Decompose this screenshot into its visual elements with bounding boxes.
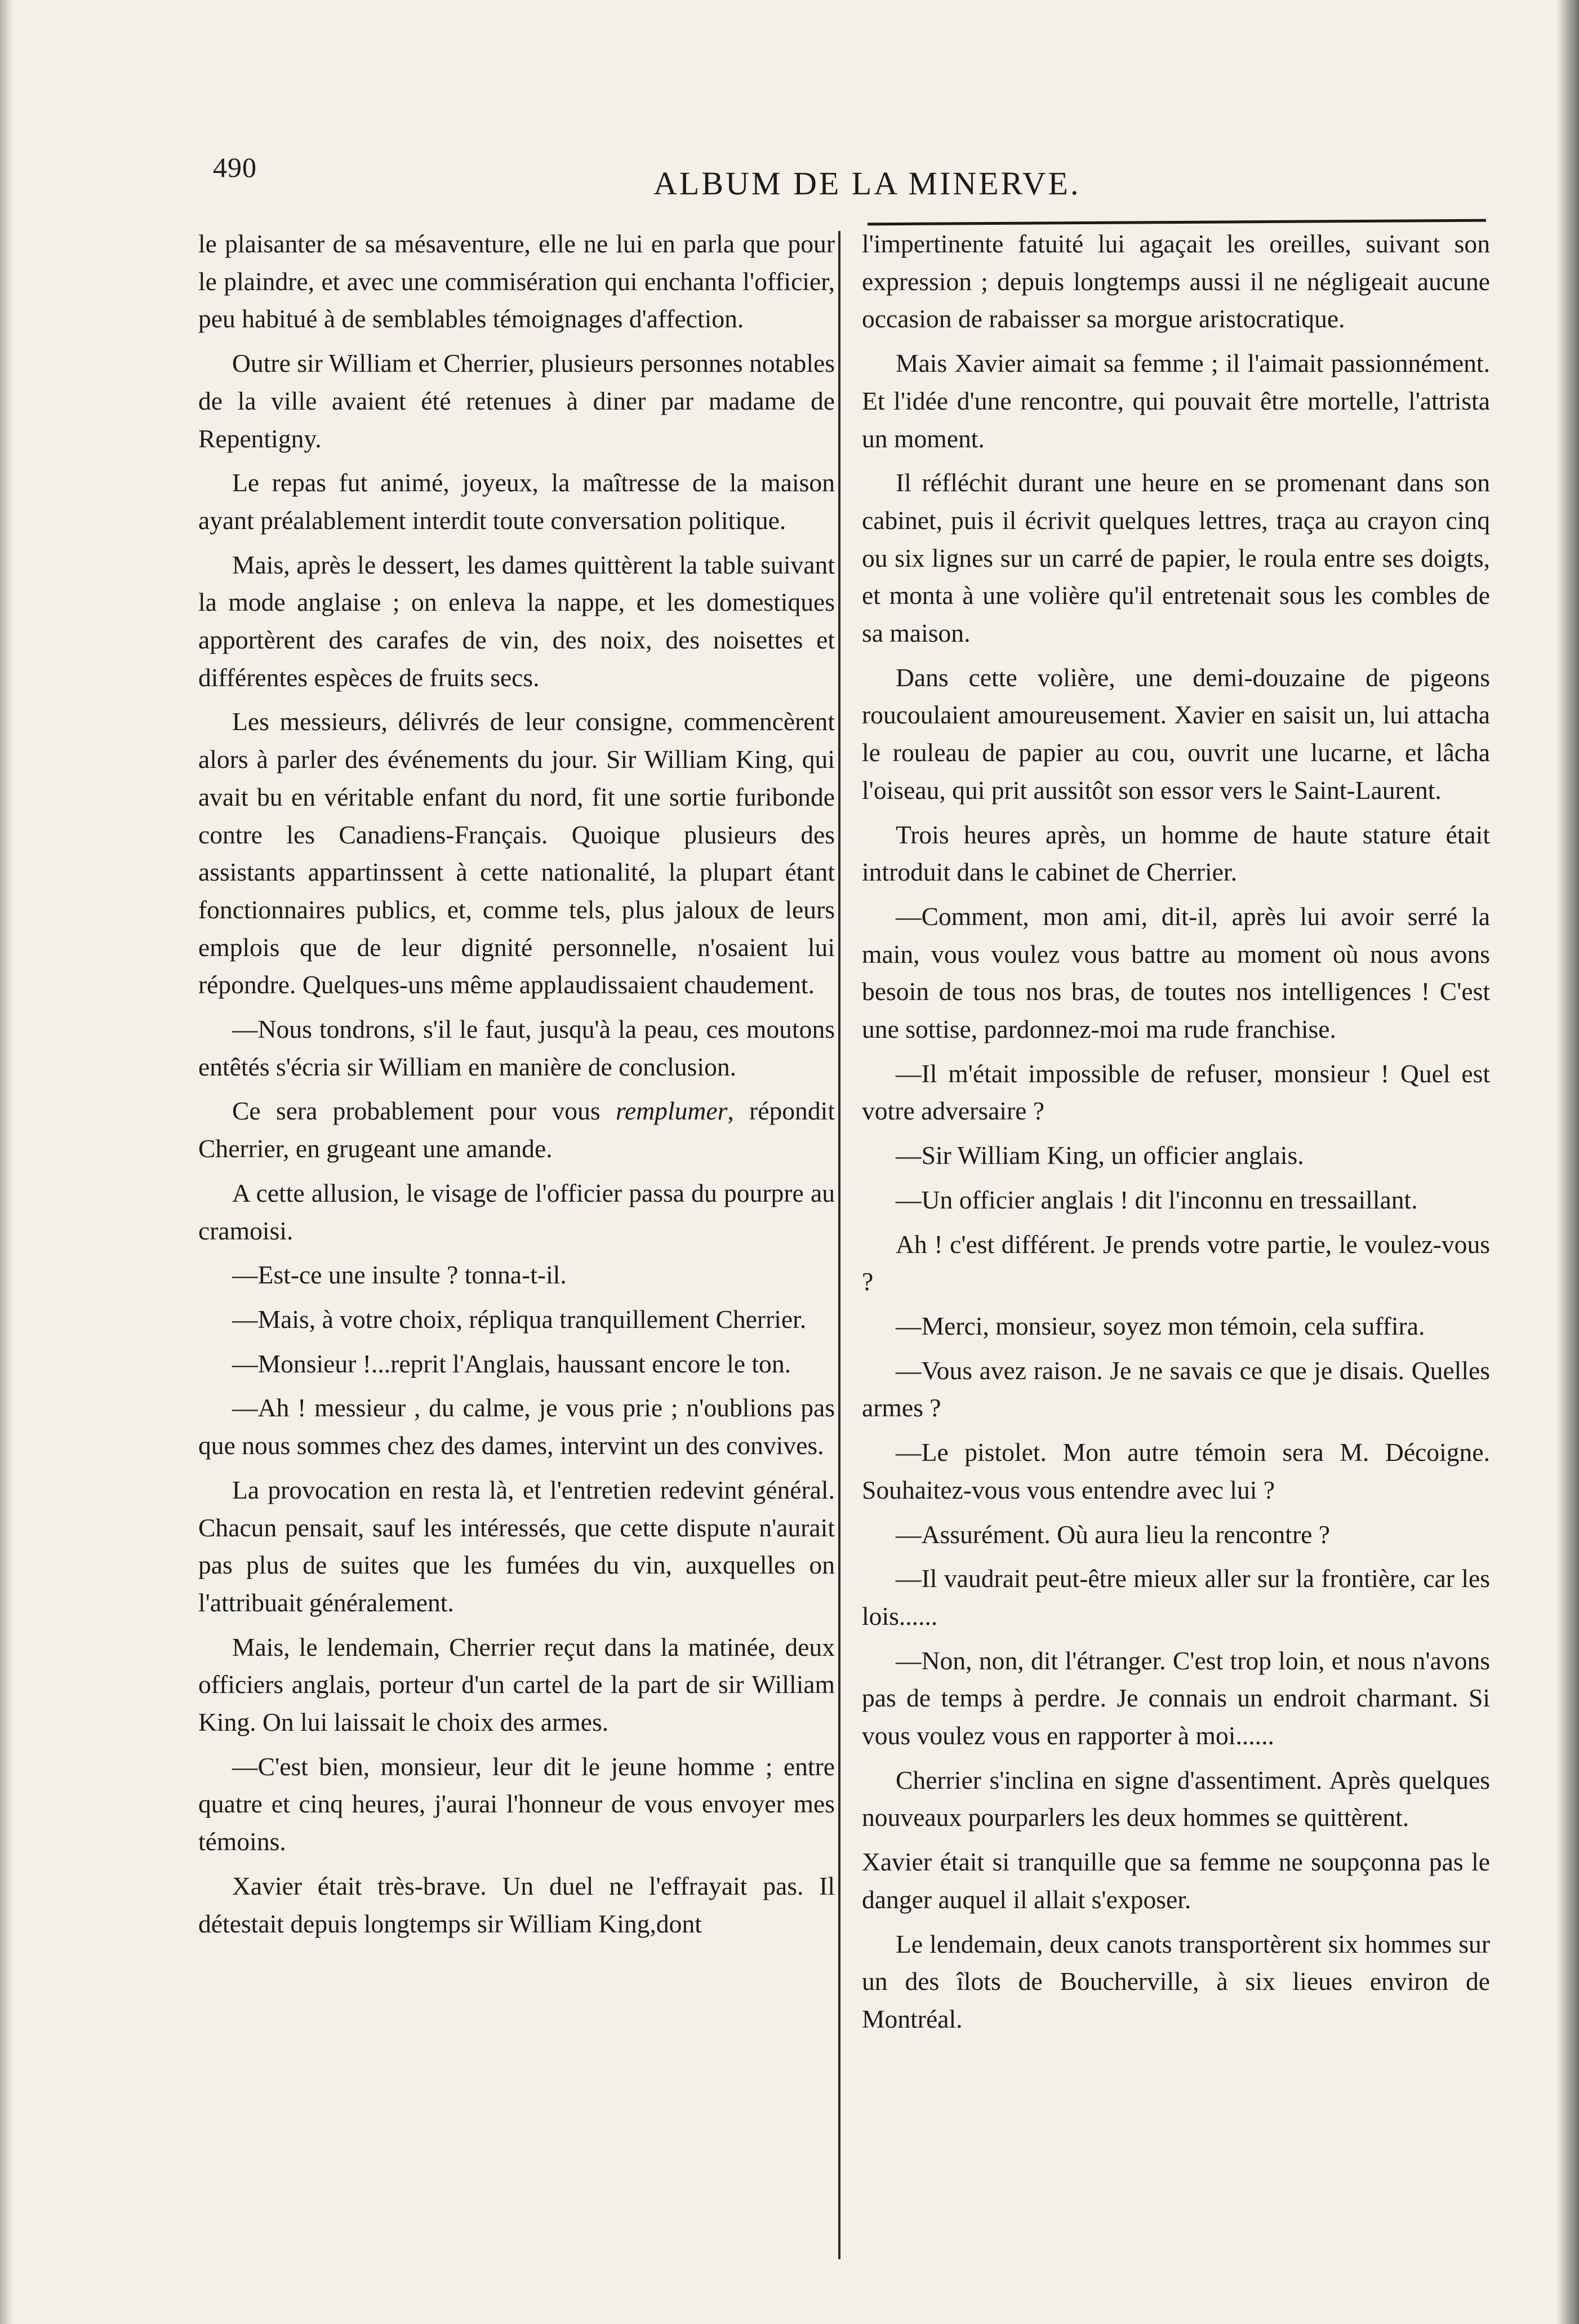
paragraph-text: Mais Xavier aimait sa femme ; il l'aimait passionnément. Et l'idée d'une rencontre, qui pouvait être mortelle, l'attrista un moment. [862, 349, 1490, 453]
paragraph [862, 816, 1490, 891]
paragraph [198, 225, 835, 338]
paragraph-text: Trois heures après, un homme de haute stature était introduit dans le cabinet de Cherrier. [862, 820, 1490, 887]
paragraph-text: —Ah ! messieur , du calme, je vous prie ; n'oublions pas que nous sommes chez des dames, intervint un des convives. [198, 1393, 835, 1460]
paragraph-text: —Mais, à votre choix, répliqua tranquillement Cherrier. [232, 1304, 807, 1334]
paragraph [198, 546, 835, 697]
paragraph [198, 1301, 835, 1339]
paragraph [862, 1762, 1490, 1837]
paragraph-text: Mais, le lendemain, Cherrier reçut dans la matinée, deux officiers anglais, porteur d'un cartel de la part de sir William King. On lui laissait le choix des armes. [198, 1632, 835, 1737]
paragraph-text: A cette allusion, le visage de l'officier passa du pourpre au cramoisi. [198, 1178, 835, 1245]
paragraph [198, 1389, 835, 1464]
right-column [862, 225, 1490, 2276]
paragraph-text: —Il vaudrait peut-être mieux aller sur la frontière, car les lois...... [862, 1564, 1490, 1630]
paragraph-text-continued: , répondit Cherrier, en grugeant une amande. [198, 1096, 835, 1163]
paragraph-text: le plaisanter de sa mésaventure, elle ne lui en parla que pour le plaindre, et avec une commisération qui enchanta l'officier, peu habitué à de semblables témoignages d'affection. [198, 229, 835, 334]
paragraph [862, 1560, 1490, 1635]
paragraph [862, 1226, 1490, 1301]
left-page-edge [0, 0, 14, 2324]
paragraph [862, 1642, 1490, 1755]
paragraph-text: Xavier était très-brave. Un duel ne l'effrayait pas. Il détestait depuis longtemps sir William King,dont [198, 1871, 835, 1938]
paragraph-text: —Comment, mon ami, dit-il, après lui avoir serré la main, vous voulez vous battre au moment où nous avons besoin de tous nos bras, de toutes nos intelligences ! C'est une sottise, pardonnez-moi ma rude franchise. [862, 901, 1490, 1044]
running-title: ALBUM DE LA MINERVE. [653, 165, 1081, 202]
paragraph-text: Les messieurs, délivrés de leur consigne, commencèrent alors à parler des événements du jour. Sir William King, qui avait bu en véritable enfant du nord, fit une sortie furibonde contre les Canadiens-Français. Quoique plusieurs des assistants appartinssent à cette nationalité, la plupart étant fonctionnaires publics, et, comme tels, plus jaloux de leurs emplois que de leur dignité personnelle, n'osaient lui répondre. Quelques-uns même applaudissaient chaudement. [198, 707, 835, 999]
paragraph [862, 225, 1490, 338]
paragraph [862, 898, 1490, 1048]
paragraph [862, 1137, 1490, 1175]
paragraph-text: —Merci, monsieur, soyez mon témoin, cela suffira. [896, 1311, 1425, 1340]
paragraph-text: La provocation en resta là, et l'entretien redevint général. Chacun pensait, sauf les intéressés, que cette dispute n'aurait pas plus de suites que les fumées du vin, auxquelles on l'attribuait généralement. [198, 1475, 835, 1617]
paragraph-text: —Nous tondrons, s'il le faut, jusqu'à la peau, ces moutons entêtés s'écria sir William en manière de conclusion. [198, 1015, 835, 1081]
paragraph [198, 1472, 835, 1622]
paragraph [862, 1055, 1490, 1130]
paragraph [198, 1256, 835, 1294]
paragraph [862, 1352, 1490, 1427]
paragraph-text: —Il m'était impossible de refuser, monsieur ! Quel est votre adversaire ? [862, 1059, 1490, 1126]
paragraph-text: —Assurément. Où aura lieu la rencontre ? [896, 1519, 1330, 1549]
paragraph [198, 345, 835, 457]
paragraph [198, 1629, 835, 1741]
left-column [198, 225, 835, 2276]
paragraph-text: Dans cette volière, une demi-douzaine de pigeons roucoulaient amoureusement. Xavier en saisit un, lui attacha le rouleau de papier au cou, ouvrit une lucarne, et lâcha l'oiseau, qui prit aussitôt son essor vers le Saint-Laurent. [862, 663, 1490, 805]
paragraph-text: —Un officier anglais ! dit l'inconnu en tressaillant. [896, 1185, 1418, 1214]
paragraph [862, 1308, 1490, 1345]
paragraph-text: —Est-ce une insulte ? tonna-t-il. [232, 1260, 567, 1290]
page-number: 490 [213, 152, 257, 183]
paragraph-text: Ce sera probablement pour vous [232, 1096, 616, 1126]
paragraph-text: —Non, non, dit l'étranger. C'est trop loin, et nous n'avons pas de temps à perdre. Je connais un endroit charmant. Si vous voulez vous en rapporter à moi...... [862, 1646, 1490, 1750]
italic-word: remplumer [615, 1096, 728, 1126]
paragraph-text: Xavier était si tranquille que sa femme ne soupçonna pas le danger auquel il allait s'exposer. [862, 1847, 1490, 1914]
paragraph-text: —Monsieur !...reprit l'Anglais, haussant encore le ton. [232, 1349, 791, 1378]
paragraph [198, 464, 835, 539]
paragraph [198, 1868, 835, 1943]
paragraph-text: Cherrier s'inclina en signe d'assentiment. Après quelques nouveaux pourparlers les deux hommes se quittèrent. [862, 1765, 1490, 1832]
paragraph [862, 1434, 1490, 1509]
paragraph [862, 1181, 1490, 1219]
paragraph [862, 1843, 1490, 1918]
right-page-edge [1556, 0, 1579, 2324]
paragraph [862, 464, 1490, 652]
paragraph [198, 1748, 835, 1861]
paragraph-text: —Vous avez raison. Je ne savais ce que je disais. Quelles armes ? [862, 1356, 1490, 1423]
paragraph-text: Le lendemain, deux canots transportèrent six hommes sur un des îlots de Boucherville, à six lieues environ de Montréal. [862, 1929, 1490, 2033]
paragraph [198, 703, 835, 1004]
column-divider [838, 231, 840, 2259]
paragraph [862, 345, 1490, 457]
paragraph [198, 1011, 835, 1086]
paragraph [862, 1926, 1490, 2038]
paragraph-text: —C'est bien, monsieur, leur dit le jeune homme ; entre quatre et cinq heures, j'aurai l'honneur de vous envoyer mes témoins. [198, 1752, 835, 1856]
paragraph-text: Mais, après le dessert, les dames quittèrent la table suivant la mode anglaise ; on enleva la nappe, et les domestiques apportèrent des carafes de vin, des noix, des noisettes et différentes espèces de fruits secs. [198, 550, 835, 692]
paragraph-text: Le repas fut animé, joyeux, la maîtresse de la maison ayant préalablement interdit toute conversation politique. [198, 468, 835, 535]
paragraph [198, 1092, 835, 1167]
paragraph-text: l'impertinente fatuité lui agaçait les oreilles, suivant son expression ; depuis longtemps aussi il ne négligeait aucune occasion de rabaisser sa morgue aristocratique. [862, 229, 1490, 334]
paragraph-text: Il réfléchit durant une heure en se promenant dans son cabinet, puis il écrivit quelques lettres, traça au crayon cinq ou six lignes sur un carré de papier, le roula entre ses doigts, et monta à une volière qu'il entretenait sous les combles de sa maison. [862, 468, 1490, 648]
header-rule [868, 219, 1486, 226]
paragraph [862, 659, 1490, 810]
paragraph-text: —Sir William King, un officier anglais. [896, 1141, 1304, 1170]
paragraph-text: Outre sir William et Cherrier, plusieurs personnes notables de la ville avaient été retenues à diner par madame de Repentigny. [198, 349, 835, 453]
paragraph [862, 1516, 1490, 1554]
paragraph [198, 1345, 835, 1383]
paragraph [198, 1175, 835, 1250]
paragraph-text: Ah ! c'est différent. Je prends votre partie, le voulez-vous ? [862, 1229, 1490, 1296]
paragraph-text: —Le pistolet. Mon autre témoin sera M. Décoigne. Souhaitez-vous vous entendre avec lui ? [862, 1438, 1490, 1504]
